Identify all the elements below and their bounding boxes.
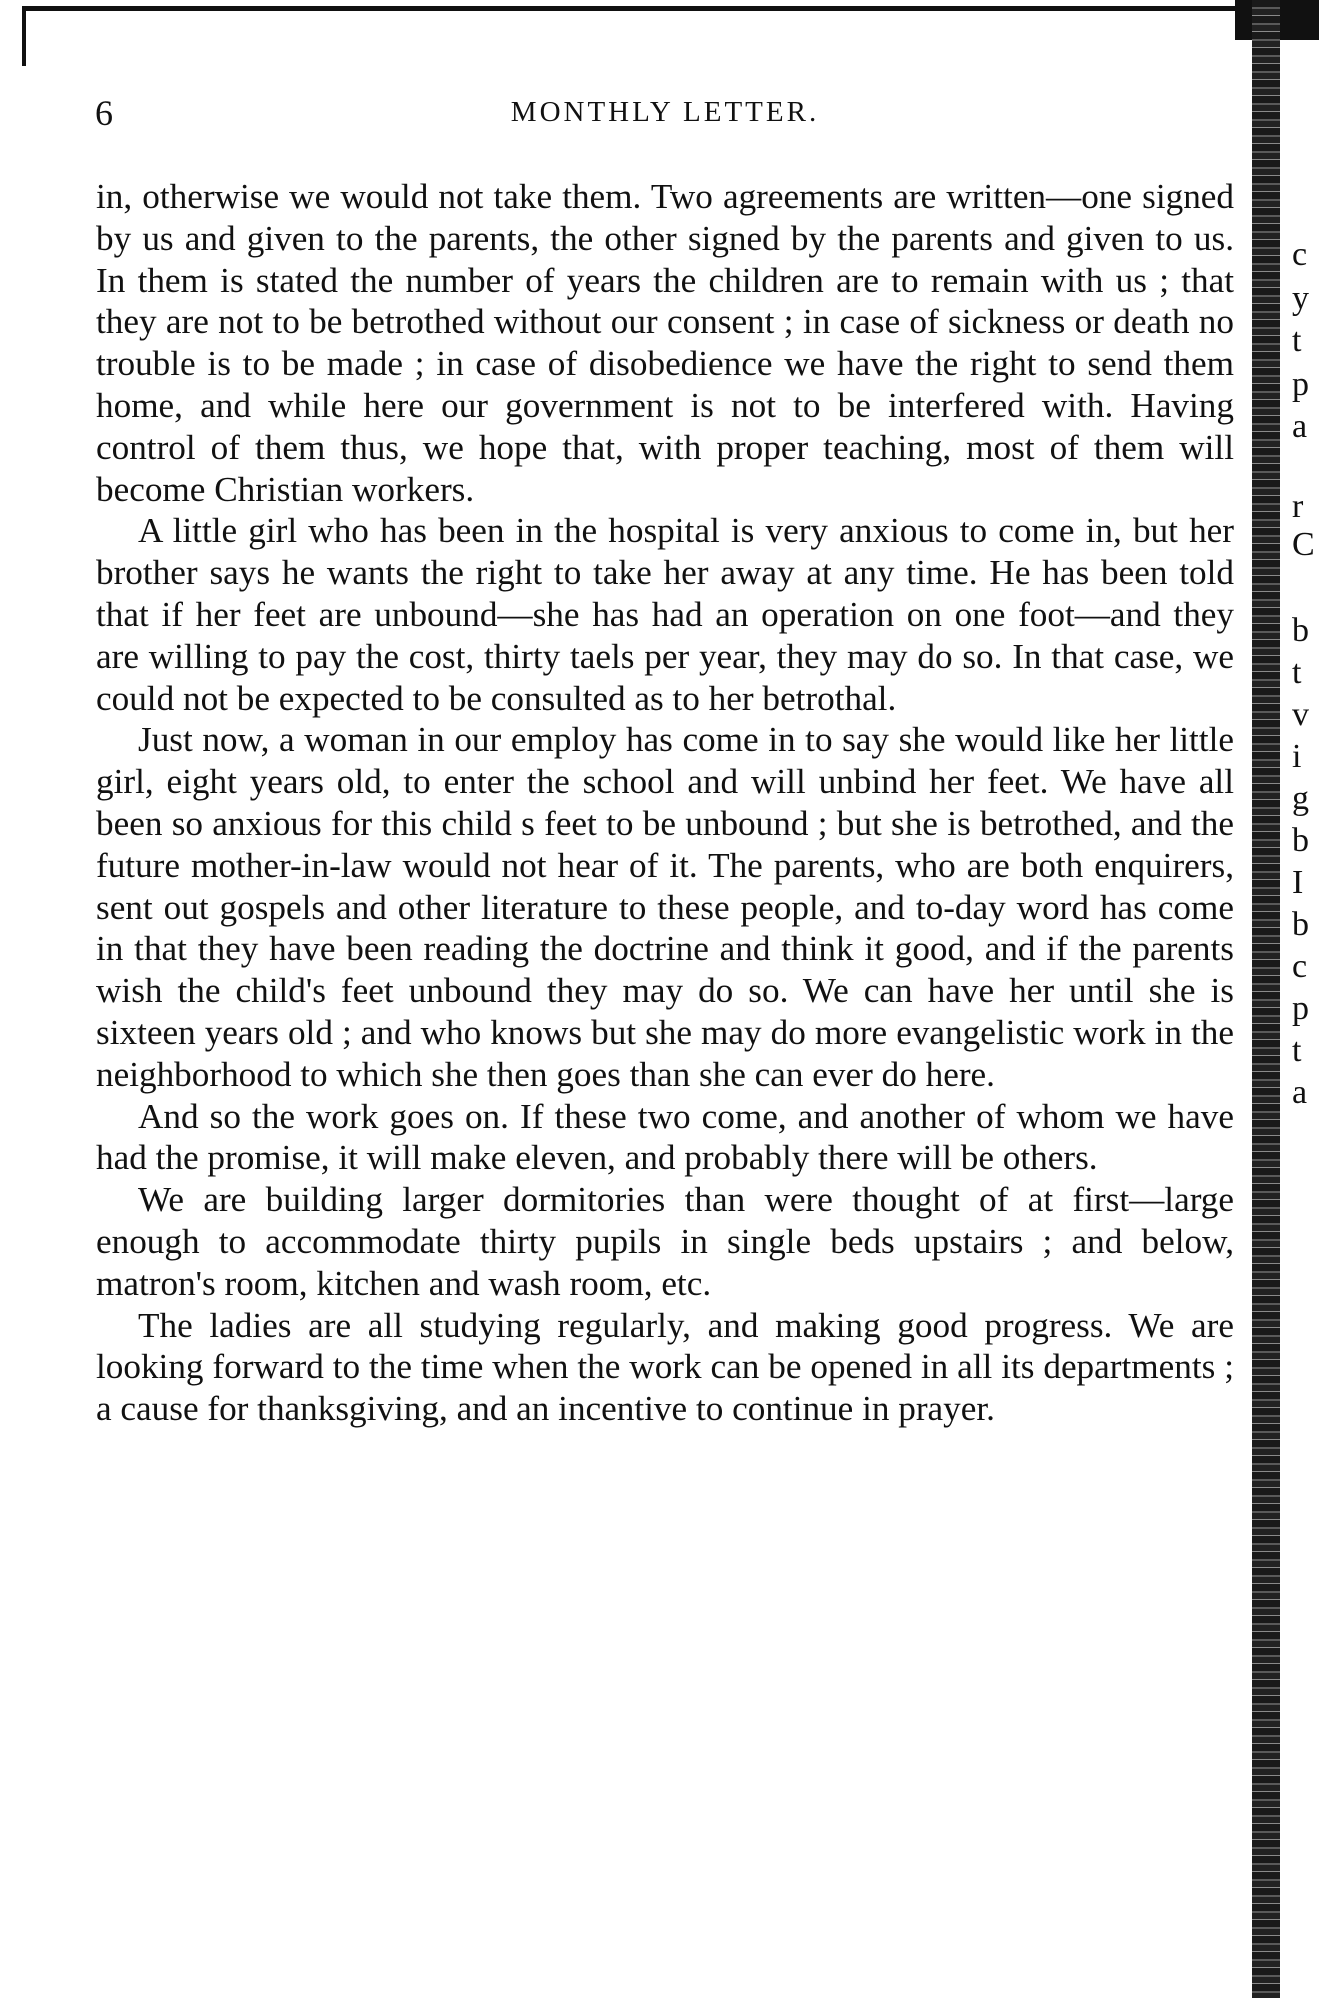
facing-fragment: g (1292, 780, 1309, 817)
facing-fragment: r (1292, 488, 1304, 525)
facing-fragment: i (1292, 738, 1302, 775)
facing-fragment: a (1292, 1074, 1308, 1111)
facing-fragment: v (1292, 696, 1309, 733)
page-number: 6 (95, 93, 113, 133)
facing-fragment: y (1292, 280, 1309, 317)
facing-fragment: p (1292, 366, 1309, 403)
facing-fragment: c (1292, 236, 1308, 273)
facing-fragment: C (1292, 526, 1315, 563)
paragraph: The ladies are all studying regularly, and making good progress. We are looking forward to the time when the work can be opened in all its departments ; a cause for thanksgiving, and an incentive to continue in prayer. (96, 1305, 1234, 1429)
paragraph: A little girl who has been in the hospital is very anxious to come in, but her brother says he wants the right to take her away at any time. He has been told that if her feet are unbound—she has had an operation on one foot—and they are willing to pay the cost, thirty taels per year, they may do so. In that case, we could not be expected to be consulted as to her betrothal. (96, 511, 1234, 718)
running-head: MONTHLY LETTER. (510, 96, 820, 128)
top-frame-rule (22, 6, 1252, 11)
left-frame-tick (22, 6, 26, 66)
binding-gutter (1252, 0, 1280, 1998)
facing-fragment: b (1292, 822, 1309, 859)
body-text (96, 176, 1234, 1430)
facing-fragment: c (1292, 948, 1308, 985)
facing-fragment: t (1292, 654, 1302, 691)
paragraph: in, otherwise we would not take them. Two agreements are written—one signed by us and given to the parents, the other signed by the parents and given to us. In them is stated the number of years the children are to remain with us ; that they are not to be betrothed without our consent ; in case of sickness or death no trouble is to be made ; in case of disobedience we have the right to send them home, and while here our government is not to be interfered with. Having control of them thus, we hope that, with proper teaching, most of them will become Christian workers. (96, 177, 1234, 509)
facing-fragment: t (1292, 1032, 1302, 1069)
paragraph: Just now, a woman in our employ has come in to say she would like her little girl, eight years old, to enter the school and will unbind her feet. We have all been so anxious for this child s feet to be unbound ; but she is betrothed, and the future mother-in-law would not hear of it. The parents, who are both enquirers, sent out gospels and other literature to these people, and to-day word has come in that they have been reading the doctrine and think it good, and if the parents wish the child's feet unbound they may do so. We can have her until she is sixteen years old ; and who knows but she may do more evangelistic work in the neighborhood to which she then goes than she can ever do here. (96, 720, 1234, 1094)
facing-fragment: p (1292, 990, 1309, 1027)
paragraph: We are building larger dormitories than were thought of at first—large enough to accommodate thirty pupils in single beds upstairs ; and below, matron's room, kitchen and wash room, etc. (96, 1180, 1234, 1303)
facing-fragment: I (1292, 864, 1304, 901)
facing-page-edge (1290, 0, 1319, 1998)
page-header (95, 92, 1235, 142)
facing-fragment: t (1292, 322, 1302, 359)
paragraph: And so the work goes on. If these two come, and another of whom we have had the promise, it will make eleven, and probably there will be others. (96, 1096, 1234, 1178)
facing-fragment: b (1292, 612, 1309, 649)
facing-fragment: b (1292, 906, 1309, 943)
facing-fragment: a (1292, 408, 1308, 445)
